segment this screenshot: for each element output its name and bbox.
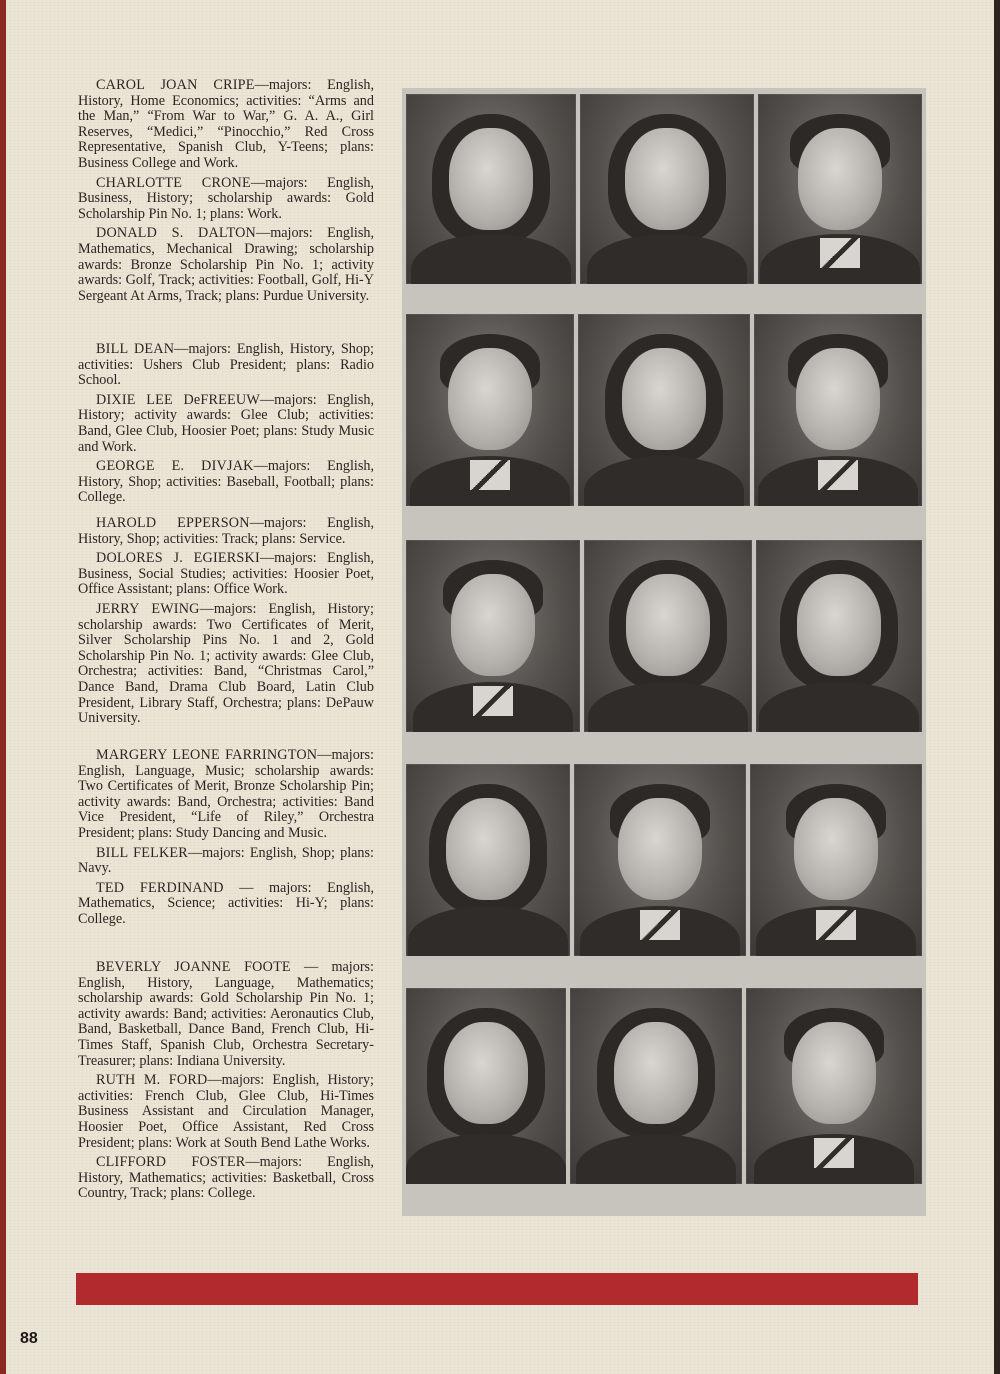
student-details: —majors: English, History, Home Economics; activities: “Arms and the Man,” “From War to War,” G. A. A., Girl Reserves, “Medici,” “Pinocchio,” Red Cross Representative, Spanish Club, Y-Teens; plans: Business College and Work. xyxy=(78,77,374,171)
student-name: DIXIE LEE DeFREEUW xyxy=(96,391,260,408)
bio-entry xyxy=(78,960,374,1069)
student-name: CLIFFORD FOSTER xyxy=(96,1154,246,1171)
student-name: TED FERDINAND xyxy=(96,879,224,896)
bio-entry xyxy=(78,881,374,928)
bio-entry xyxy=(78,516,374,547)
student-details: —majors: English, Business, Social Studies; activities: Hoosier Poet, Office Assistant; plans: Office Work. xyxy=(78,550,374,598)
student-name: GEORGE E. DIVJAK xyxy=(96,458,254,475)
student-name: DONALD S. DALTON xyxy=(96,225,256,242)
right-page-edge xyxy=(994,0,1000,1374)
student-portrait xyxy=(570,988,742,1184)
student-details: —majors: English, Mathematics, Mechanical Drawing; scholarship awards: Bronze Scholarship Pin No. 1; activity awards: Golf, Track; activities: Football, Golf, Hi-Y Sergeant At Arms, Track; plans: Purdue University. xyxy=(78,225,374,304)
student-name: BILL DEAN xyxy=(96,341,175,357)
bio-entry xyxy=(78,342,374,389)
student-portrait xyxy=(406,314,574,506)
bio-group xyxy=(78,516,374,731)
bio-entry xyxy=(78,459,374,506)
student-details: —majors: English, Language, Music; scholarship awards: Two Certificates of Merit, Bronze Scholarship Pin; activity awards: Band, Orchestra; activities: Band Vice President, “Life of Riley,” Orchestra President; plans: Study Dancing and Music. xyxy=(78,747,374,841)
student-details: —majors: English, History; activity awards: Glee Club; activities: Band, Glee Club, Hoosier Poet; plans: Study Music and Work. xyxy=(78,391,374,455)
student-name: BEVERLY JOANNE FOOTE xyxy=(96,959,291,975)
student-name: CAROL JOAN CRIPE xyxy=(96,77,255,93)
bio-group xyxy=(78,960,374,1206)
bio-group xyxy=(78,342,374,510)
student-portrait xyxy=(584,540,752,732)
yearbook-page xyxy=(6,0,994,1374)
student-portrait xyxy=(746,988,922,1184)
student-portrait xyxy=(750,764,922,956)
student-portrait xyxy=(406,540,580,732)
student-portrait xyxy=(406,988,566,1184)
student-name: HAROLD EPPERSON xyxy=(96,515,250,531)
bio-entry xyxy=(78,393,374,455)
student-details: —majors: English, History, Shop; activities: Baseball, Football; plans: College. xyxy=(78,458,374,506)
bio-entry xyxy=(78,551,374,598)
student-portrait xyxy=(580,94,754,284)
student-name: DOLORES J. EGIERSKI xyxy=(96,550,260,567)
student-portrait xyxy=(758,94,922,284)
bio-entry xyxy=(78,846,374,877)
student-name: BILL FELKER xyxy=(96,844,188,861)
student-portrait xyxy=(578,314,750,506)
student-details: —majors: English, History; scholarship awards: Two Certificates of Merit, Silver Scholarship Pins No. 1 and 2, Gold Scholarship Pin No. 1; activity awards: Glee Club, Orchestra; activities: Band, “Christmas Carol,” Dance Band, Drama Club Board, Latin Club President, Library Staff, Orchestra; plans: DePauw University. xyxy=(78,600,374,727)
student-portrait xyxy=(756,540,922,732)
student-details: — majors: English, History, Language, Mathematics; scholarship awards: Gold Scholarship Pin No. 1; activity awards: Band; activities: Aeronautics Club, Band, Basketball, Dance Band, French Club, Hi-Times Staff, Spanish Club, Orchestra Secretary-Treasurer; plans: Indiana University. xyxy=(78,959,375,1069)
student-details: —majors: English, History, Shop; activities: Track; plans: Service. xyxy=(78,515,374,547)
page-number: 88 xyxy=(20,1330,38,1347)
student-portrait xyxy=(406,94,576,284)
student-portrait xyxy=(406,764,570,956)
student-name: JERRY EWING xyxy=(96,600,200,617)
bio-entry xyxy=(78,226,374,304)
bio-entry xyxy=(78,78,374,172)
student-portrait xyxy=(754,314,922,506)
bio-entry xyxy=(78,602,374,727)
bio-entry xyxy=(78,1073,374,1151)
bio-entry xyxy=(78,1155,374,1202)
bio-entry xyxy=(78,176,374,223)
student-portrait xyxy=(574,764,746,956)
student-name: CHARLOTTE CRONE xyxy=(96,174,251,191)
decorative-red-band xyxy=(76,1273,918,1305)
bio-group xyxy=(78,748,374,932)
student-name: MARGERY LEONE FARRINGTON xyxy=(96,747,318,763)
student-details: —majors: English, History, Mathematics; activities: Basketball, Cross Country, Track; plans: College. xyxy=(78,1154,374,1202)
bio-group xyxy=(78,78,374,308)
student-details: —majors: English, Business, History; scholarship awards: Gold Scholarship Pin No. 1; plans: Work. xyxy=(78,174,374,222)
student-details: — majors: English, Mathematics, Science; activities: Hi-Y; plans: College. xyxy=(78,879,374,927)
student-name: RUTH M. FORD xyxy=(96,1072,208,1089)
student-details: —majors: English, History, Shop; activities: Ushers Club President; plans: Radio School. xyxy=(78,341,374,389)
bio-entry xyxy=(78,748,374,842)
student-details: —majors: English, History; activities: French Club, Glee Club, Hi-Times Business Assistant and Circulation Manager, Hoosier Poet, Office Assistant, Red Cross President; plans: Work at South Bend Lathe Works. xyxy=(78,1072,374,1151)
portrait-panel xyxy=(402,88,926,1216)
student-details: —majors: English, Shop; plans: Navy. xyxy=(78,844,374,877)
